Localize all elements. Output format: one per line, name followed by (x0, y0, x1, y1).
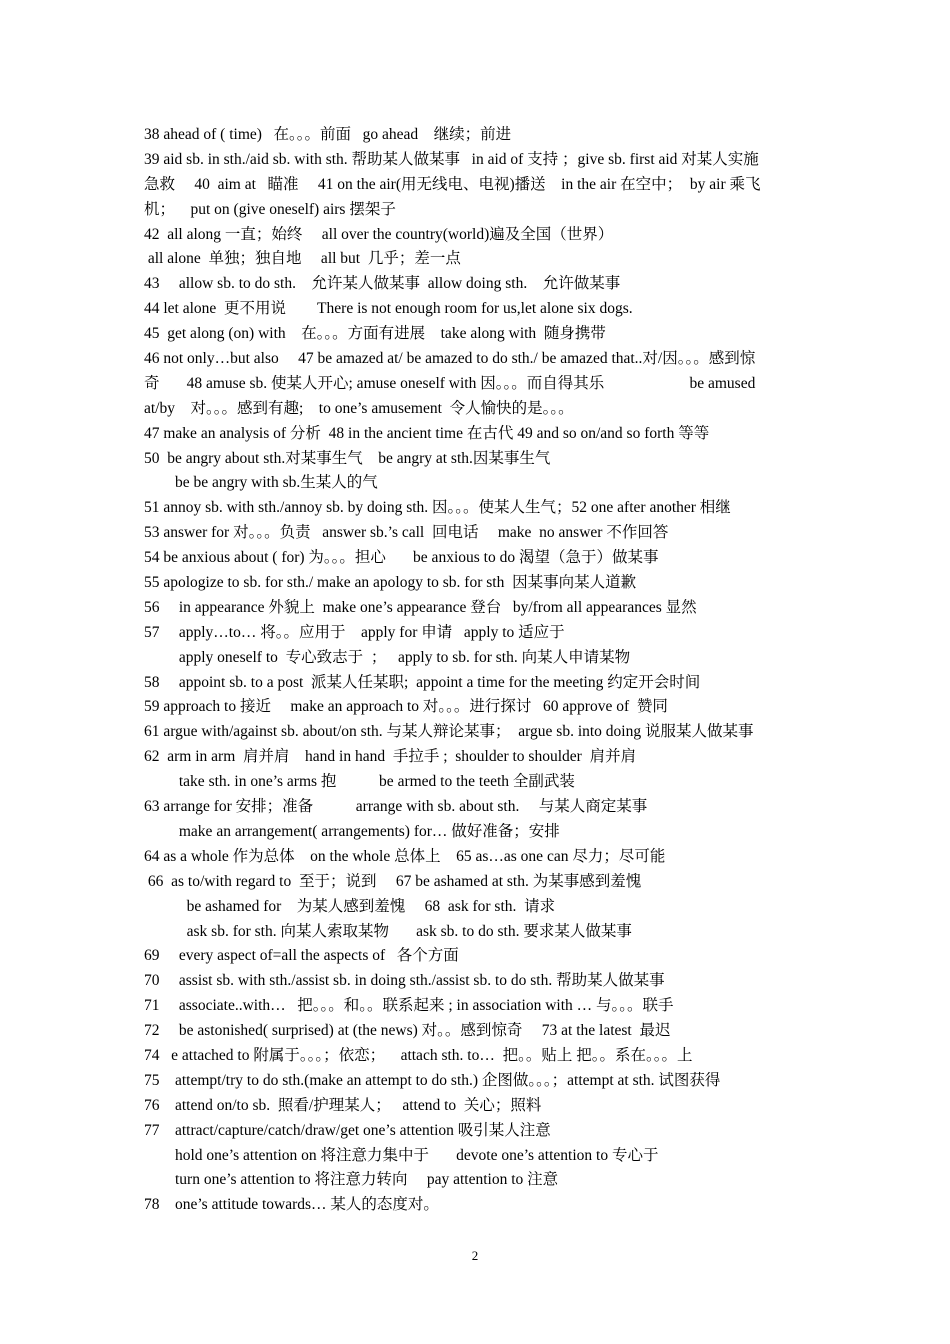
text-line: 奇 48 amuse sb. 使某人开心; amuse oneself with 因。。。而自得其乐 be amused (144, 374, 756, 392)
text-line: 75 attempt/try to do sth.(make an attempt to do sth.) 企图做。。。；attempt at sth. 试图获得 (144, 1071, 721, 1089)
text-line: 59 approach to 接近 make an approach to 对。。。进行探讨 60 approve of 赞同 (144, 698, 668, 716)
text-line: 61 argue with/against sb. about/on sth. 与某人辩论某事； argue sb. into doing 说服某人做某事 (144, 723, 754, 741)
text-line: take sth. in one’s arms 抱 be armed to the teeth 全副武装 (144, 773, 575, 791)
text-line: all alone 单独；独自地 all but 几乎；差一点 (144, 250, 461, 268)
text-line: 76 attend on/to sb. 照看/护理某人； attend to 关心；照料 (144, 1096, 542, 1114)
text-line: 42 all along 一直；始终 all over the country(world)遍及全国（世界） (144, 225, 614, 243)
text-line: 45 get along (on) with 在。。。方面有进展 take along with 随身携带 (144, 325, 606, 343)
text-line: turn one’s attention to 将注意力转向 pay attention to 注意 (144, 1171, 559, 1189)
text-line: 71 associate..with… 把。。。和。。联系起来 ; in association with … 与。。。联手 (144, 997, 674, 1015)
text-line: 64 as a whole 作为总体 on the whole 总体上 65 as…as one can 尽力；尽可能 (144, 847, 666, 865)
text-line: 56 in appearance 外貌上 make one’s appearance 登台 by/from all appearances 显然 (144, 598, 697, 616)
text-line: 72 be astonished( surprised) at (the news) 对。。感到惊奇 73 at the latest 最迟 (144, 1022, 671, 1040)
text-line: 74 e attached to 附属于。。。；依恋； attach sth. to… 把。。贴上 把。。系在。。。上 (144, 1046, 693, 1064)
text-line: 62 arm in arm 肩并肩 hand in hand 手拉手 ; shoulder to shoulder 肩并肩 (144, 748, 637, 766)
text-line: 44 let alone 更不用说 There is not enough room for us,let alone six dogs. (144, 300, 633, 318)
text-line: 63 arrange for 安排；准备 arrange with sb. about sth. 与某人商定某事 (144, 798, 648, 816)
text-line: 51 annoy sb. with sth./annoy sb. by doing sth. 因。。。使某人生气；52 one after another 相继 (144, 499, 731, 517)
text-line: 77 attract/capture/catch/draw/get one’s attention 吸引某人注意 (144, 1121, 551, 1139)
text-line: 55 apologize to sb. for sth./ make an apology to sb. for sth 因某事向某人道歉 (144, 574, 637, 592)
text-line: 急救 40 aim at 瞄准 41 on the air(用无线电、电视)播送 in the air 在空中； by air 乘飞 (144, 175, 761, 193)
text-line: 54 be anxious about ( for) 为。。。担心 be anxious to do 渴望（急于）做某事 (144, 549, 659, 567)
text-line: apply oneself to 专心致志于 ； apply to sb. for sth. 向某人申请某物 (144, 648, 631, 666)
text-line: 46 not only…but also 47 be amazed at/ be amazed to do sth./ be amazed that..对/因。。。感到惊 (144, 350, 756, 368)
text-line: 69 every aspect of=all the aspects of 各个方面 (144, 947, 459, 965)
text-line: 机； put on (give oneself) airs 摆架子 (144, 200, 396, 218)
text-line: be ashamed for 为某人感到羞愧 68 ask for sth. 请求 (144, 897, 556, 915)
page-number: 2 (471, 1248, 479, 1263)
text-line: hold one’s attention on 将注意力集中于 devote one’s attention to 专心于 (144, 1146, 659, 1164)
document-body (144, 123, 810, 1218)
text-line: 66 as to/with regard to 至于；说到 67 be ashamed at sth. 为某事感到羞愧 (144, 872, 642, 890)
text-line: 58 appoint sb. to a post 派某人任某职; appoint a time for the meeting 约定开会时间 (144, 673, 701, 691)
text-line: be be angry with sb.生某人的气 (144, 474, 378, 492)
text-line: 47 make an analysis of 分析 48 in the ancient time 在古代 49 and so on/and so forth 等等 (144, 424, 710, 442)
text-line: at/by 对。。。感到有趣; to one’s amusement 令人愉快的是。。。 (144, 399, 574, 417)
text-line: 70 assist sb. with sth./assist sb. in doing sth./assist sb. to do sth. 帮助某人做某事 (144, 972, 665, 990)
text-line: ask sb. for sth. 向某人索取某物 ask sb. to do sth. 要求某人做某事 (144, 922, 632, 940)
text-line: 43 allow sb. to do sth. 允许某人做某事 allow doing sth. 允许做某事 (144, 275, 621, 293)
text-line: 38 ahead of ( time) 在。。。前面 go ahead 继续；前进 (144, 126, 512, 143)
text-line: 57 apply…to… 将。。应用于 apply for 申请 apply to 适应于 (144, 623, 565, 641)
text-line: 50 be angry about sth.对某事生气 be angry at sth.因某事生气 (144, 449, 551, 467)
text-line: 78 one’s attitude towards… 某人的态度对。 (144, 1196, 439, 1214)
text-line: make an arrangement( arrangements) for… 做好准备；安排 (144, 822, 560, 840)
text-line: 53 answer for 对。。。负责 answer sb.’s call 回电话 make no answer 不作回答 (144, 524, 669, 542)
text-line: 39 aid sb. in sth./aid sb. with sth. 帮助某人做某事 in aid of 支持 ；give sb. first aid 对某人实施 (144, 150, 759, 168)
